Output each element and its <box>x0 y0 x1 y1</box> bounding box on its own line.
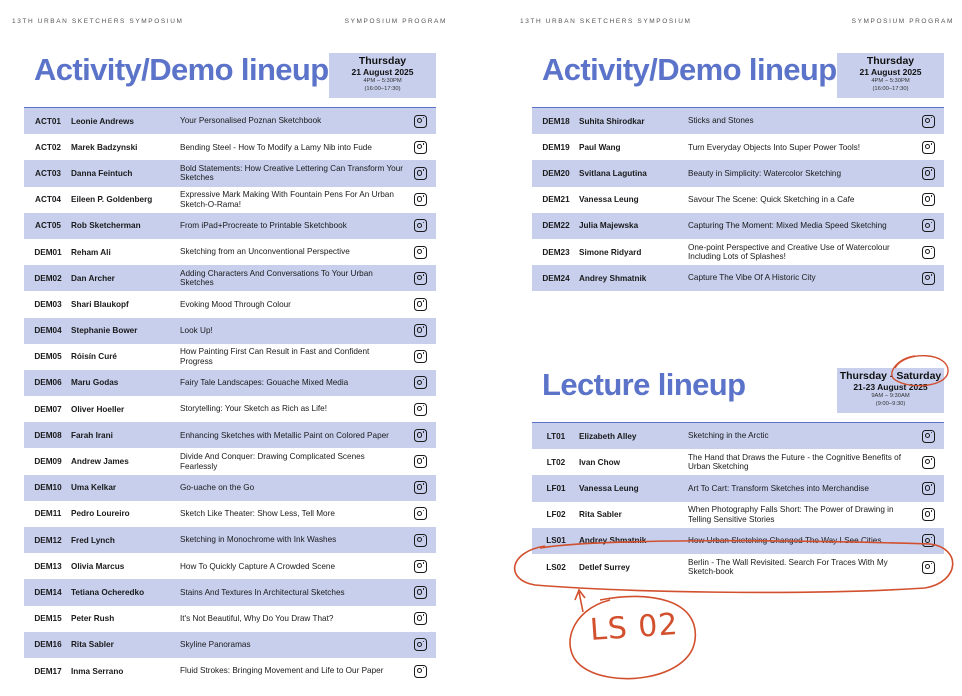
session-title: Sketch Like Theater: Show Less, Tell More <box>180 509 335 519</box>
instagram-link[interactable] <box>912 246 944 259</box>
instagram-icon <box>414 586 427 599</box>
instagram-link[interactable] <box>404 115 436 128</box>
instagram-link[interactable] <box>404 141 436 154</box>
presenter-name: Fred Lynch <box>71 535 115 545</box>
date-day: Thursday <box>866 55 915 67</box>
list-item <box>24 632 436 658</box>
instagram-link[interactable] <box>912 219 944 232</box>
session-title: Capturing The Moment: Mixed Media Speed Sketching <box>688 221 887 231</box>
session-code: LF01 <box>546 483 566 493</box>
presenter-name: Oliver Hoeller <box>71 404 125 414</box>
date-time-24h: (16:00–17:30) <box>364 85 401 92</box>
list-item <box>24 658 436 684</box>
instagram-icon <box>922 219 935 232</box>
instagram-link[interactable] <box>912 115 944 128</box>
presenter-name: Ivan Chow <box>579 457 620 467</box>
instagram-icon <box>414 481 427 494</box>
date-time-24h: (16:00–17:30) <box>872 85 909 92</box>
instagram-icon <box>922 430 935 443</box>
instagram-link[interactable] <box>404 560 436 573</box>
session-title: Savour The Scene: Quick Sketching in a Cafe <box>688 194 855 204</box>
session-title: How Urban Sketching Changed The Way I See Cities <box>688 536 882 546</box>
session-title: Sketching in the Arctic <box>688 431 769 441</box>
list-item <box>532 239 944 265</box>
session-code: ACT01 <box>35 116 61 126</box>
running-head-right: SYMPOSIUM PROGRAM <box>851 18 954 25</box>
list-item <box>532 475 944 501</box>
session-code: DEM24 <box>542 273 570 283</box>
right-page <box>481 0 962 696</box>
instagram-icon <box>414 141 427 154</box>
instagram-icon <box>414 115 427 128</box>
list-item <box>24 239 436 265</box>
date-time: 4PM – 5:30PM <box>871 78 910 84</box>
list-item <box>24 187 436 213</box>
session-code: DEM02 <box>34 273 62 283</box>
list-item <box>532 423 944 449</box>
instagram-icon <box>414 350 427 363</box>
session-title: Art To Cart: Transform Sketches into Merchandise <box>688 483 869 493</box>
instagram-link[interactable] <box>912 456 944 469</box>
date-day: Thursday - Saturday <box>839 370 942 382</box>
session-code: LS02 <box>546 562 566 572</box>
list-item <box>532 502 944 528</box>
presenter-name: Svitlana Lagutina <box>579 168 647 178</box>
presenter-name: Farah Irani <box>71 430 113 440</box>
session-code: DEM22 <box>542 221 570 231</box>
list-item <box>532 528 944 554</box>
presenter-name: Elizabeth Alley <box>579 431 637 441</box>
instagram-icon <box>922 246 935 259</box>
instagram-icon <box>414 638 427 651</box>
list-item <box>24 501 436 527</box>
presenter-name: Tetiana Ocheredko <box>71 587 145 597</box>
session-title: Evoking Mood Through Colour <box>180 299 291 309</box>
activity-list-left <box>24 108 436 684</box>
session-code: DEM09 <box>34 457 62 467</box>
list-item <box>532 554 944 580</box>
instagram-link[interactable] <box>404 638 436 651</box>
session-code: ACT04 <box>35 195 61 205</box>
list-item <box>24 448 436 474</box>
session-title: Divide And Conquer: Drawing Complicated Scenes Fearlessly <box>180 452 365 471</box>
presenter-name: Olivia Marcus <box>71 561 125 571</box>
session-code: ACT02 <box>35 142 61 152</box>
session-title: When Photography Falls Short: The Power of Drawing in Telling Sensitive Stories <box>688 505 894 524</box>
session-title: Fluid Strokes: Bringing Movement and Life to Our Paper <box>180 666 384 676</box>
instagram-icon <box>414 612 427 625</box>
instagram-link[interactable] <box>912 534 944 547</box>
list-item <box>532 213 944 239</box>
presenter-name: Julia Majewska <box>579 221 639 231</box>
list-item <box>24 475 436 501</box>
presenter-name: Rita Sabler <box>579 510 622 520</box>
instagram-link[interactable] <box>912 561 944 574</box>
instagram-link[interactable] <box>404 376 436 389</box>
session-title: Expressive Mark Making With Fountain Pens For An Urban Sketch-O-Rama! <box>180 190 394 209</box>
presenter-name: Vanessa Leung <box>579 195 639 205</box>
instagram-icon <box>414 219 427 232</box>
list-item <box>24 213 436 239</box>
list-item <box>24 265 436 291</box>
session-title: Fairy Tale Landscapes: Gouache Mixed Media <box>180 378 349 388</box>
instagram-link[interactable] <box>404 219 436 232</box>
list-item <box>24 527 436 553</box>
session-code: DEM12 <box>34 535 62 545</box>
instagram-link[interactable] <box>404 507 436 520</box>
list-item <box>24 396 436 422</box>
session-title: It's Not Beautiful, Why Do You Draw That? <box>180 613 334 623</box>
session-code: DEM18 <box>542 116 570 126</box>
instagram-link[interactable] <box>404 272 436 285</box>
activity-date-box <box>837 53 944 98</box>
list-item <box>24 291 436 317</box>
session-code: DEM19 <box>542 142 570 152</box>
presenter-name: Danna Feintuch <box>71 168 133 178</box>
instagram-link[interactable] <box>912 272 944 285</box>
session-code: DEM06 <box>34 378 62 388</box>
session-code: DEM11 <box>34 509 62 519</box>
session-code: DEM03 <box>34 299 62 309</box>
presenter-name: Róisín Curé <box>71 352 117 362</box>
instagram-icon <box>922 272 935 285</box>
instagram-link[interactable] <box>404 167 436 180</box>
presenter-name: Pedro Loureiro <box>71 509 130 519</box>
instagram-icon <box>414 403 427 416</box>
presenter-name: Stephanie Bower <box>71 326 138 336</box>
session-code: DEM04 <box>34 326 62 336</box>
instagram-link[interactable] <box>912 193 944 206</box>
session-code: DEM15 <box>34 614 62 624</box>
session-title: Go-uache on the Go <box>180 482 255 492</box>
instagram-link[interactable] <box>912 167 944 180</box>
session-title: One-point Perspective and Creative Use of Watercolour Including Lots of Splashes! <box>688 242 890 262</box>
activity-title: Activity/Demo lineup <box>542 52 837 87</box>
instagram-link[interactable] <box>912 482 944 495</box>
date-range: 21 August 2025 <box>351 67 414 77</box>
session-title: From iPad+Procreate to Printable Sketchbook <box>180 221 347 231</box>
date-range: 21-23 August 2025 <box>853 382 928 392</box>
instagram-link[interactable] <box>404 298 436 311</box>
instagram-icon <box>414 429 427 442</box>
presenter-name: Rita Sabler <box>71 640 114 650</box>
session-title: Berlin - The Wall Revisited. Search For Traces With My Sketch-book <box>688 557 888 577</box>
instagram-icon <box>414 455 427 468</box>
instagram-icon <box>414 298 427 311</box>
list-item <box>24 108 436 134</box>
instagram-icon <box>414 560 427 573</box>
list-item <box>532 160 944 186</box>
session-code: LT01 <box>546 431 566 441</box>
instagram-icon <box>922 508 935 521</box>
presenter-name: Marek Badzynski <box>71 142 138 152</box>
presenter-name: Suhita Shirodkar <box>579 116 645 126</box>
instagram-link[interactable] <box>404 481 436 494</box>
presenter-name: Uma Kelkar <box>71 483 117 493</box>
activity-list-right <box>532 108 944 291</box>
session-title: Bending Steel - How To Modify a Lamy Nib into Fude <box>180 142 372 152</box>
instagram-icon <box>414 507 427 520</box>
list-item <box>24 134 436 160</box>
instagram-link[interactable] <box>404 665 436 678</box>
lecture-title: Lecture lineup <box>542 367 746 402</box>
list-item <box>24 344 436 370</box>
instagram-link[interactable] <box>404 350 436 363</box>
session-title: Skyline Panoramas <box>180 640 251 650</box>
lecture-date-box <box>837 368 944 413</box>
activity-date-box <box>329 53 436 98</box>
session-title: Capture The Vibe Of A Historic City <box>688 273 816 283</box>
list-item <box>24 160 436 186</box>
instagram-link[interactable] <box>404 324 436 337</box>
instagram-icon <box>922 141 935 154</box>
session-code: DEM08 <box>34 430 62 440</box>
presenter-name: Simone Ridyard <box>579 247 642 257</box>
session-code: DEM23 <box>542 247 570 257</box>
presenter-name: Vanessa Leung <box>579 483 639 493</box>
list-item <box>24 579 436 605</box>
session-code: DEM07 <box>34 404 62 414</box>
date-day: Thursday <box>358 55 407 67</box>
date-time: 9AM – 9:30AM <box>871 393 910 399</box>
session-title: How To Quickly Capture A Crowded Scene <box>180 561 336 571</box>
instagram-icon <box>922 456 935 469</box>
instagram-link[interactable] <box>912 141 944 154</box>
list-item <box>24 553 436 579</box>
presenter-name: Andrey Shmatnik <box>579 273 647 283</box>
list-item <box>24 422 436 448</box>
presenter-name: Dan Archer <box>71 273 115 283</box>
session-title: How Painting First Can Result in Fast and Confident Progress <box>180 347 370 366</box>
presenter-name: Inma Serrano <box>71 666 124 676</box>
instagram-link[interactable] <box>404 403 436 416</box>
instagram-icon <box>414 246 427 259</box>
session-code: DEM01 <box>34 247 62 257</box>
lecture-list <box>532 423 944 580</box>
presenter-name: Rob Sketcherman <box>71 221 141 231</box>
list-item <box>24 606 436 632</box>
presenter-name: Paul Wang <box>579 142 621 152</box>
instagram-link[interactable] <box>912 508 944 521</box>
list-item <box>532 108 944 134</box>
instagram-icon <box>922 115 935 128</box>
session-code: DEM10 <box>34 483 62 493</box>
session-title: Look Up! <box>180 325 213 335</box>
session-code: DEM13 <box>34 561 62 571</box>
session-code: DEM21 <box>542 195 570 205</box>
session-title: Sketching in Monochrome with Ink Washes <box>180 535 337 545</box>
instagram-link[interactable] <box>404 246 436 259</box>
instagram-link[interactable] <box>404 193 436 206</box>
list-item <box>24 318 436 344</box>
running-head-right: SYMPOSIUM PROGRAM <box>344 18 447 25</box>
session-code: LF02 <box>546 510 566 520</box>
instagram-link[interactable] <box>404 455 436 468</box>
presenter-name: Maru Godas <box>71 378 119 388</box>
session-code: DEM17 <box>34 666 62 676</box>
presenter-name: Detlef Surrey <box>579 562 630 572</box>
instagram-icon <box>922 561 935 574</box>
instagram-link[interactable] <box>404 612 436 625</box>
instagram-icon <box>922 534 935 547</box>
presenter-name: Leonie Andrews <box>71 116 134 126</box>
list-item <box>532 134 944 160</box>
presenter-name: Reham Ali <box>71 247 111 257</box>
list-item <box>532 187 944 213</box>
presenter-name: Shari Blaukopf <box>71 299 129 309</box>
instagram-icon <box>922 482 935 495</box>
list-item <box>532 449 944 475</box>
session-title: Turn Everyday Objects Into Super Power Tools! <box>688 142 861 152</box>
instagram-link[interactable] <box>404 534 436 547</box>
session-title: Your Personalised Poznan Sketchbook <box>180 116 322 126</box>
session-code: LT02 <box>546 457 566 467</box>
presenter-name: Eileen P. Goldenberg <box>71 195 153 205</box>
session-code: DEM14 <box>34 587 62 597</box>
session-title: Adding Characters And Conversations To Your Urban Sketches <box>180 268 373 288</box>
presenter-name: Andrey Shmatnik <box>579 536 647 546</box>
session-title: Storytelling: Your Sketch as Rich as Life! <box>180 404 327 414</box>
instagram-icon <box>414 534 427 547</box>
instagram-link[interactable] <box>404 429 436 442</box>
session-code: ACT05 <box>35 221 61 231</box>
session-code: DEM16 <box>34 640 62 650</box>
session-title: Beauty in Simplicity: Watercolor Sketching <box>688 168 842 178</box>
instagram-link[interactable] <box>912 430 944 443</box>
running-head-left: 13TH URBAN SKETCHERS SYMPOSIUM <box>12 18 184 25</box>
session-code: ACT03 <box>35 168 61 178</box>
list-item <box>24 370 436 396</box>
session-title: The Hand that Draws the Future - the Cognitive Benefits of Urban Sketching <box>688 452 901 472</box>
instagram-icon <box>414 193 427 206</box>
instagram-icon <box>414 665 427 678</box>
presenter-name: Andrew James <box>71 457 129 467</box>
instagram-icon <box>414 324 427 337</box>
instagram-icon <box>922 167 935 180</box>
session-title: Enhancing Sketches with Metallic Paint on Colored Paper <box>180 430 389 440</box>
session-code: DEM20 <box>542 168 570 178</box>
date-time-24h: (9:00–9:30) <box>875 400 906 407</box>
date-range: 21 August 2025 <box>859 67 922 77</box>
activity-title: Activity/Demo lineup <box>34 52 329 87</box>
instagram-icon <box>414 376 427 389</box>
handwritten-note: LS 02 <box>588 606 680 649</box>
session-title: Sketching from an Unconventional Perspective <box>180 247 350 257</box>
list-item <box>532 265 944 291</box>
instagram-link[interactable] <box>404 586 436 599</box>
session-code: DEM05 <box>34 352 62 362</box>
presenter-name: Peter Rush <box>71 614 115 624</box>
session-code: LS01 <box>546 536 566 546</box>
instagram-icon <box>922 193 935 206</box>
session-title: Stains And Textures In Architectural Sketches <box>180 587 345 597</box>
session-title: Bold Statements: How Creative Lettering Can Transform Your Sketches <box>180 163 403 183</box>
running-head-left: 13TH URBAN SKETCHERS SYMPOSIUM <box>520 18 692 25</box>
session-title: Sticks and Stones <box>688 116 754 126</box>
instagram-icon <box>414 272 427 285</box>
date-time: 4PM – 5:30PM <box>363 78 402 84</box>
instagram-icon <box>414 167 427 180</box>
